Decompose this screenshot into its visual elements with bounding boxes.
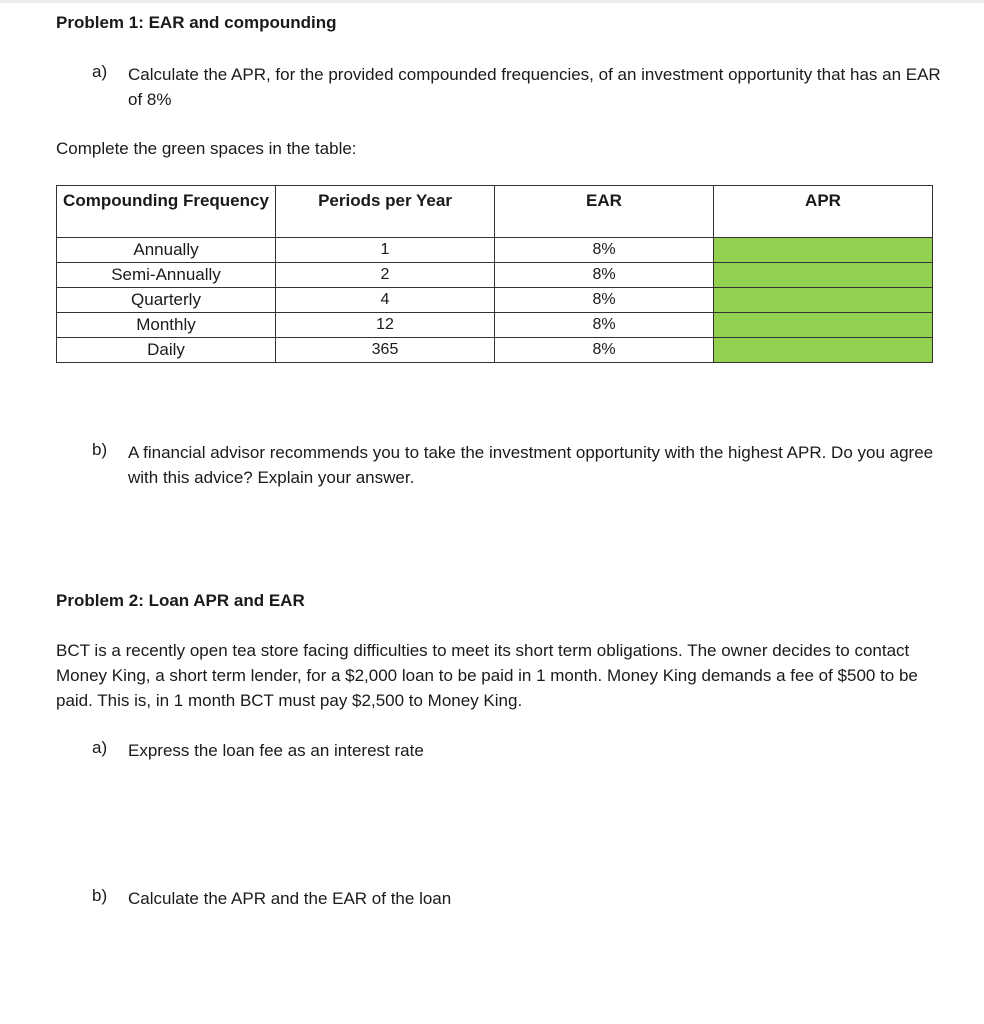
- table-row: [57, 288, 933, 313]
- frequency-cell: Daily: [57, 338, 276, 363]
- header-apr: APR: [714, 186, 933, 238]
- compounding-table: [56, 185, 933, 363]
- ear-cell: 8%: [495, 288, 714, 313]
- problem-1-title: Problem 1: EAR and compounding: [56, 13, 337, 32]
- periods-cell: 4: [276, 288, 495, 313]
- periods-cell: 365: [276, 338, 495, 363]
- table-instruction: Complete the green spaces in the table:: [56, 139, 357, 158]
- apr-input-cell[interactable]: [714, 338, 933, 363]
- frequency-cell: Annually: [57, 238, 276, 263]
- table-row: [57, 313, 933, 338]
- frequency-cell: Semi-Annually: [57, 263, 276, 288]
- ear-cell: 8%: [495, 263, 714, 288]
- frequency-cell: Quarterly: [57, 288, 276, 313]
- periods-cell: 1: [276, 238, 495, 263]
- frequency-cell: Monthly: [57, 313, 276, 338]
- part-b-text: Calculate the APR and the EAR of the loan: [128, 889, 452, 908]
- table-row: [57, 263, 933, 288]
- apr-input-cell[interactable]: [714, 263, 933, 288]
- part-a-text: Express the loan fee as an interest rate: [128, 741, 424, 760]
- header-periods-per-year: Periods per Year: [276, 186, 495, 238]
- apr-input-cell[interactable]: [714, 238, 933, 263]
- ear-cell: 8%: [495, 313, 714, 338]
- table-row: [57, 338, 933, 363]
- problem-2-body: BCT is a recently open tea store facing difficulties to meet its short term obligations. The owner decides to contact Money King, a short term lender, for a $2,000 loan to be paid in 1 month. Money King demands a fee of $500 to be paid. This is, in 1 month BCT must pay $2,500 to Money King.: [56, 641, 918, 710]
- header-ear: EAR: [495, 186, 714, 238]
- table-header-row: [57, 186, 933, 238]
- header-compounding-frequency: Compounding Frequency: [57, 186, 276, 238]
- periods-cell: 2: [276, 263, 495, 288]
- part-a-text: Calculate the APR, for the provided compounded frequencies, of an investment opportunity that has an EAR of 8%: [128, 65, 941, 109]
- page-top-border: [0, 0, 984, 3]
- table-row: [57, 238, 933, 263]
- ear-cell: 8%: [495, 338, 714, 363]
- periods-cell: 12: [276, 313, 495, 338]
- apr-input-cell[interactable]: [714, 313, 933, 338]
- part-b-text: A financial advisor recommends you to take the investment opportunity with the highest APR. Do you agree with this advice? Explain your answer.: [128, 443, 934, 487]
- apr-input-cell[interactable]: [714, 288, 933, 313]
- part-b-marker: b): [92, 886, 108, 905]
- part-a-marker: a): [92, 62, 108, 81]
- part-a-marker: a): [92, 738, 108, 757]
- ear-cell: 8%: [495, 238, 714, 263]
- problem-2-title: Problem 2: Loan APR and EAR: [56, 591, 305, 610]
- part-b-marker: b): [92, 440, 108, 459]
